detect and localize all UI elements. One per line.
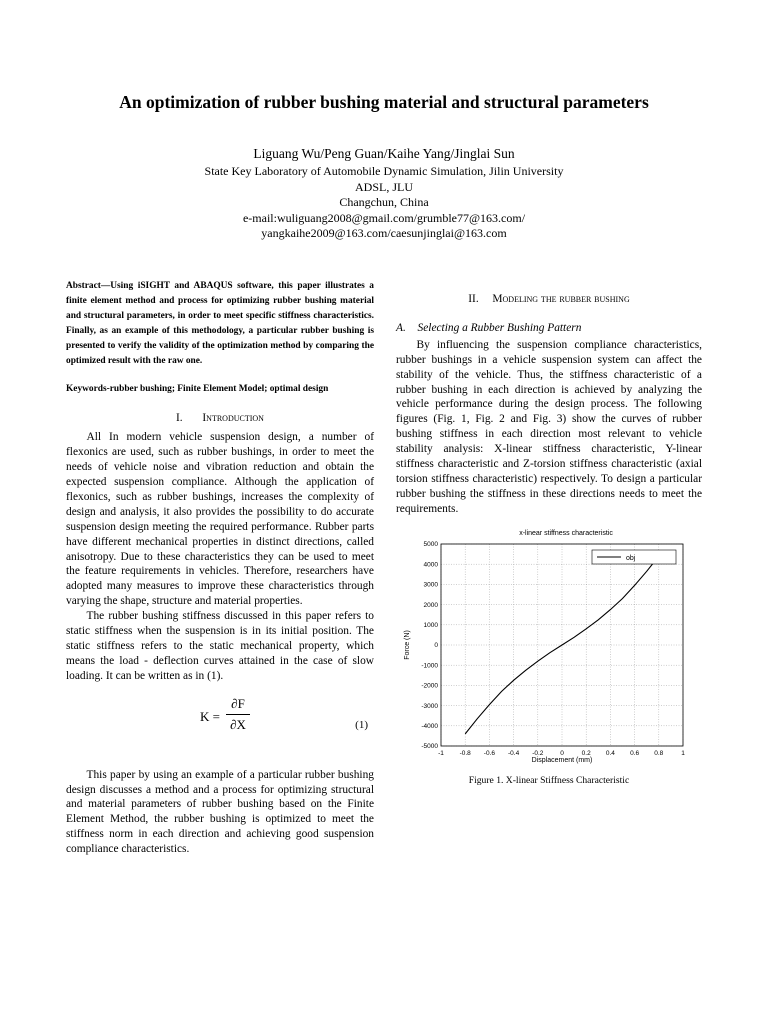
figure-1 [396, 526, 702, 766]
subsection-title: Selecting a Rubber Bushing Pattern [417, 321, 582, 334]
equation-numerator: ∂F [226, 696, 250, 715]
legend [592, 550, 676, 564]
paragraph: All In modern vehicle suspension design, a number of flexonics are used, such as rubber bushings, in order to meet the needs of vehicle noise and vibration reduction and obtain the expected suspension compliance. Although the application of flexonics, such as rubber bushings, increases the complexity of design and analysis, it also provides the possibility to do accurate suspension design meeting the required performance. Rubber parts have different mechanical properties in distinct directions, called anisotropy. Due to these characteristics they can be used to meet the feature requirements in vehicles. Therefore, researchers have adopted many measures to improve these characteristics through varying the shape, structure and material properties. [66, 431, 374, 608]
section-title: Modeling the rubber bushing [492, 293, 630, 305]
x-tick-label: 0 [560, 750, 564, 757]
keywords: Keywords-rubber bushing; Finite Element Model; optimal design [66, 384, 329, 395]
y-tick-label: -3000 [421, 702, 438, 710]
right-column [396, 292, 702, 517]
legend-label: obj [626, 555, 636, 562]
email-line: yangkaihe2009@163.com/caesunjinglai@163.com [261, 226, 507, 240]
left-column [66, 279, 374, 857]
equation-1 [66, 696, 374, 740]
x-axis-label: Displacement (mm) [531, 757, 593, 764]
section-number: II. [468, 293, 479, 305]
y-tick-label: 1000 [423, 622, 438, 629]
section-heading-introduction [66, 411, 374, 426]
equation-denominator: ∂X [230, 716, 246, 732]
y-tick-label: -5000 [421, 743, 438, 751]
y-tick-label: -1000 [421, 662, 438, 670]
section-number: I. [176, 412, 183, 425]
paragraph: By influencing the suspension compliance characteristics, rubber bushings in a vehicle suspension system can affect the stability of the vehicle. Thus, the stiffness characteristic of a rubber bushing in each direction is achieved by analyzing the vehicle performance during the design process. The following figures (Fig. 1, Fig. 2 and Fig. 3) show the curves of rubber bushing stiffness in each direction most relevant to vehicle stability analysis: X-linear stiffness characteristic, Y-linear stiffness characteristic and Z-torsion stiffness characteristic (axial torsion stiffness characteristic) respectively. To design a particular rubber bushing the stiffness in these directions needs to meet the requirements. [396, 338, 702, 515]
y-tick-label: 3000 [423, 581, 438, 589]
abstract: Abstract—Using iSIGHT and ABAQUS software, this paper illustrates a finite element method and process for optimizing rubber bushing material and structural parameters, in order to meet specific stiffness characteristics. Finally, as an example of this methodology, a particular rubber bushing is presented to verify the validity of the optimization method by comparing the optimized result with the raw one. [66, 281, 374, 366]
equation-label: (1) [355, 718, 368, 731]
chart-title: x-linear stiffness characteristic [519, 530, 613, 537]
x-tick-label: -0.6 [483, 750, 496, 757]
y-axis-label: Force (N) [404, 630, 411, 660]
section-heading-modeling [396, 292, 702, 307]
x-tick-label: -0.4 [507, 750, 520, 757]
stiffness-chart [396, 526, 702, 766]
x-tick-label: 0.2 [581, 750, 591, 757]
x-tick-label: 1 [681, 750, 685, 757]
y-tick-label: 4000 [423, 561, 438, 569]
email-line: e-mail:wuliguang2008@gmail.com/grumble77@163.com/ [242, 210, 526, 225]
affiliation-line: Changchun, China [339, 195, 429, 209]
x-tick-label: 0.4 [605, 750, 615, 757]
x-tick-label: 0.6 [630, 750, 640, 757]
subsection-label: A. [396, 321, 406, 334]
x-tick-label: -0.2 [532, 750, 544, 757]
x-tick-label: 0.8 [654, 750, 664, 757]
authors: Liguang Wu/Peng Guan/Kaihe Yang/Jinglai Sun [253, 146, 515, 161]
y-tick-label: 0 [434, 642, 438, 650]
paper-title: An optimization of rubber bushing material and structural parameters [119, 92, 649, 112]
affiliation-line: ADSL, JLU [354, 179, 413, 194]
affiliation-line: State Key Laboratory of Automobile Dynamic Simulation, Jilin University [204, 164, 564, 178]
section-title: Introduction [202, 412, 264, 425]
paragraph: This paper by using an example of a particular rubber bushing design discusses a method and a process for optimizing structural and material parameters of rubber bushing based on the Finite Element Method, the rubber bushing is optimized to meet the stiffness norm in each direction and achieving good suspension compliance characteristics. [66, 768, 374, 856]
paragraph: The rubber bushing stiffness discussed in this paper refers to static stiffness when the suspension is in its initial position. The static stiffness refers to the static mechanical property, which means the load - deflection curves attained in the case of slow loading. It can be written as in (1). [66, 610, 374, 682]
subsection-heading [396, 321, 702, 336]
y-tick-label: -2000 [421, 682, 438, 690]
figure-caption: Figure 1. X-linear Stiffness Characteristic [468, 775, 630, 786]
y-tick-label: 5000 [423, 541, 438, 549]
equation-lhs: K = [200, 708, 220, 724]
x-tick-label: -0.8 [459, 750, 471, 757]
x-tick-label: -1 [438, 750, 444, 757]
author-block [0, 144, 768, 242]
y-tick-label: -4000 [421, 723, 438, 730]
y-tick-label: 2000 [423, 601, 438, 609]
equation-fraction [226, 696, 250, 733]
